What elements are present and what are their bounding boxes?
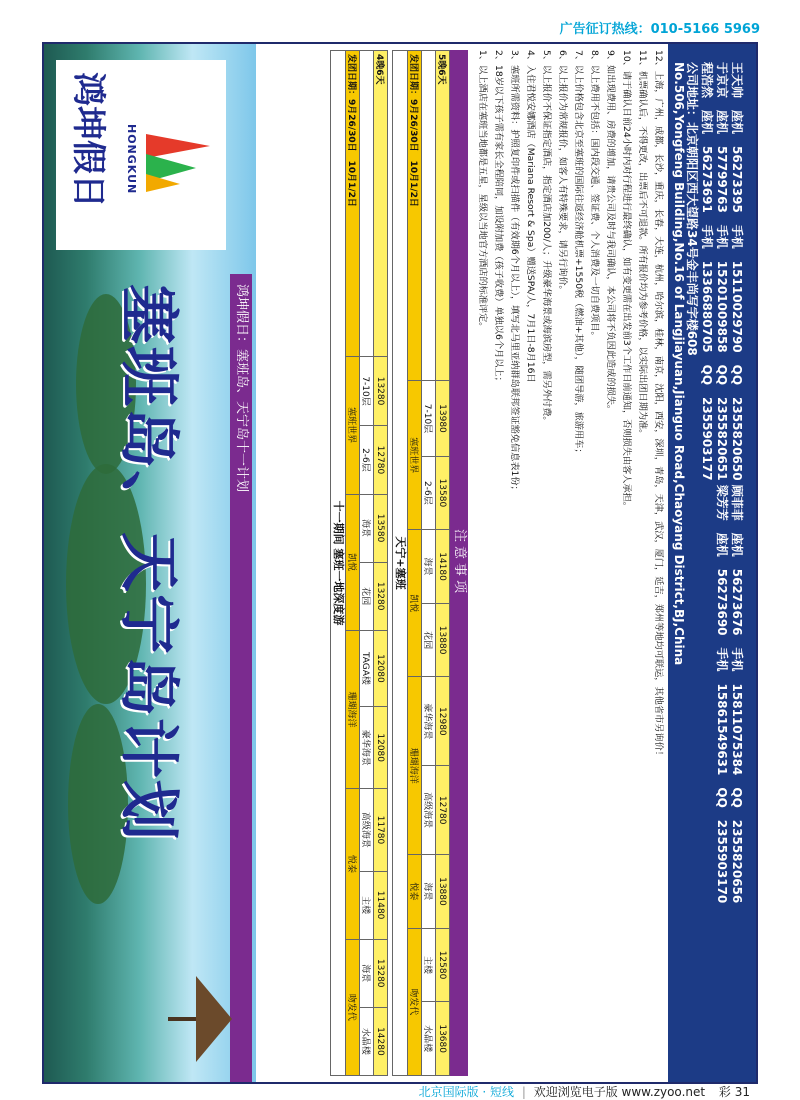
room-type: 水晶楼 — [422, 1002, 436, 1076]
room-type: 海景 — [422, 530, 436, 604]
price-cell: 13980 — [436, 381, 450, 456]
room-type: 7-10层 — [360, 356, 374, 426]
price-cell: 14180 — [436, 530, 450, 604]
price-cell: 13880 — [436, 855, 450, 929]
note-item: 7、以上价格包含北京至塞班的国际往返经济舱机票+1550税（燃油+其他），随团导游，旅游用车； — [573, 50, 584, 458]
hotel-header: 凯悦 — [346, 494, 360, 630]
notes-list — [470, 50, 666, 1076]
price-table-saipan — [330, 50, 388, 1076]
price-tables — [258, 50, 468, 1076]
ad-hotline: 广告征订热线：010-5166 5969 — [559, 22, 760, 37]
price-cell: 13280 — [374, 562, 388, 630]
room-type: 豪华海景 — [360, 707, 374, 789]
price-cell: 13280 — [374, 356, 388, 426]
price-cell: 14280 — [374, 1007, 388, 1075]
island-banner — [44, 44, 256, 1082]
room-type: 2-6层 — [360, 426, 374, 494]
footer-section: 北京国际版 · 短线 — [418, 1085, 515, 1099]
hotel-header: 吻发代 — [346, 939, 360, 1075]
rotated-brochure — [42, 42, 758, 1084]
contact-panel — [668, 44, 756, 1082]
hotel-header: 悦泰 — [346, 789, 360, 939]
room-type: 豪华海景 — [422, 677, 436, 766]
hotel-header: 吻发代 — [408, 928, 422, 1075]
room-type: 海景 — [360, 939, 374, 1007]
page-number: 彩 31 — [718, 1085, 750, 1099]
departure-dates: 发团日期：9月26/30日 10月1/2日 — [408, 51, 422, 381]
note-item: 9、如出现费用、房费的增加，请贵公司及时与我司确认，本公司将不负因此造成的损失。 — [605, 50, 616, 415]
room-type: 花园 — [422, 603, 436, 677]
contact-row: 王天帅 座机 56273395 手机 15110029790 QQ 2355820650 顾菲菲 座机 56273676 手机 15811075384 QQ 2355820656 — [730, 62, 744, 904]
note-item: 3、塞班所需资料：护照复印件或扫描件（有效期6个月以上），填写北马里亚纳群岛联邦签证豁免信息表1份； — [509, 50, 520, 495]
note-item: 5、以上报价不保证指定酒店，指定酒店加200/人；升级豪华海景或海滨房型，需另外付费。 — [541, 50, 552, 426]
room-type: 花园 — [360, 562, 374, 630]
note-item: 10、请于确认日前24小时内对行程进行最终确认，如有变更需在出发前3个工作日前通知，否则损失由客人承担。 — [621, 50, 632, 512]
hotel-header: 塞班世界 — [408, 381, 422, 530]
price-cell: 12080 — [374, 630, 388, 706]
room-type: 主楼 — [422, 928, 436, 1002]
table-title: 十一期间 塞班一地深度游 — [331, 51, 346, 1076]
departure-dates: 发团日期：9月26/30日 10月1/2日 — [346, 51, 360, 357]
price-cell: 12580 — [436, 928, 450, 1002]
page-footer: 北京国际版 · 短线 | 欢迎浏览电子版 www.zyoo.net 彩 31 — [418, 1085, 750, 1099]
room-type: 海景 — [422, 855, 436, 929]
table-title: 天宁+塞班 — [393, 51, 408, 1076]
brand-logo — [56, 60, 226, 250]
hotel-header: 珊瑚海洋 — [408, 677, 422, 855]
note-item: 11、机票确认后，不得更改，出票后不可退款。所有报价均为参考价格，以实际出团日期为准。 — [637, 50, 648, 439]
price-cell: 12780 — [374, 426, 388, 494]
company-address-cn: 公司地址：北京朝阳区西大望路34号金丰尚写字楼608 — [685, 62, 699, 356]
logo-mark-icon — [142, 130, 216, 194]
contact-row: 于京京 座机 57799763 手机 15201009858 QQ 2355820651 梁芳芳 座机 56273690 手机 15861549631 QQ 2355903170 — [715, 62, 729, 904]
notes-title: 注意事项 — [450, 50, 468, 1076]
note-item: 1、以上酒店在塞班当地都是五星，星级以当地官方酒店的标准评定。 — [477, 50, 488, 332]
note-item: 4、入住君悦安娜酒店（Mariana Resort & Spa）赠送SPA/人，7月1日-8月16日 — [525, 50, 536, 383]
room-type: 水晶楼 — [360, 1007, 374, 1075]
logo-en: HONGKUN — [125, 124, 138, 195]
room-type: TAGA楼 — [360, 630, 374, 706]
hotel-header: 凯悦 — [408, 530, 422, 677]
room-type: 高级海景 — [360, 789, 374, 871]
note-item: 12、上海，广州，成都，长沙，重庆，长春，大连，杭州，哈尔滨，桂林，南京，沈阳，西安，深圳，青岛，天津，武汉，厦门，延吉，郑州等地均可联运，其他省市另询价！ — [653, 50, 664, 760]
group-label: 4晚6天 — [374, 51, 388, 357]
company-address-en: No.506,Yongfeng Building,No.16 of Langjiayuan,Jianguo Road,Chaoyang District,BJ,China — [672, 62, 686, 666]
note-item: 8、以上费用不包括：国内段交通、签证费、个人消费及一切自费项目。 — [589, 50, 600, 341]
banner-title: 塞班岛、天宁岛计划 — [113, 284, 183, 842]
price-cell: 13680 — [436, 1002, 450, 1076]
note-item: 2、18岁以下孩子需有家长全程陪同，加设附加费（孩子收费）单独以6个月以上； — [493, 50, 504, 386]
price-cell: 12080 — [374, 707, 388, 789]
logo-cn: 鸿坤假日 — [68, 72, 108, 208]
room-type: 主楼 — [360, 871, 374, 939]
room-type: 海景 — [360, 494, 374, 562]
hotel-header: 珊瑚海洋 — [346, 630, 360, 789]
room-type: 7-10层 — [422, 381, 436, 456]
note-item: 6、以上报价为常规报价，如客人有特殊要求，请另行询价。 — [557, 50, 568, 295]
price-cell: 13580 — [374, 494, 388, 562]
contact-row: 程浩然 座机 56273691 手机 13366880705 QQ 2355903177 — [700, 62, 714, 481]
hotel-header: 塞班世界 — [346, 356, 360, 494]
price-cell: 13880 — [436, 603, 450, 677]
thatched-umbrella-icon — [166, 974, 236, 1064]
price-cell: 11780 — [374, 789, 388, 871]
hotel-header: 悦泰 — [408, 855, 422, 929]
room-type: 2-6层 — [422, 456, 436, 530]
room-type: 高级海景 — [422, 766, 436, 855]
price-cell: 12980 — [436, 677, 450, 766]
price-cell: 13580 — [436, 456, 450, 530]
banner-strip: 鸿坤假日：塞班岛、天宁岛十一计划 — [230, 274, 252, 1082]
price-cell: 13280 — [374, 939, 388, 1007]
price-cell: 11480 — [374, 871, 388, 939]
price-table-tinian-saipan — [392, 50, 450, 1076]
price-cell: 12780 — [436, 766, 450, 855]
group-label: 5晚6天 — [436, 51, 450, 381]
footer-url: 欢迎浏览电子版 www.zyoo.net — [533, 1085, 706, 1099]
